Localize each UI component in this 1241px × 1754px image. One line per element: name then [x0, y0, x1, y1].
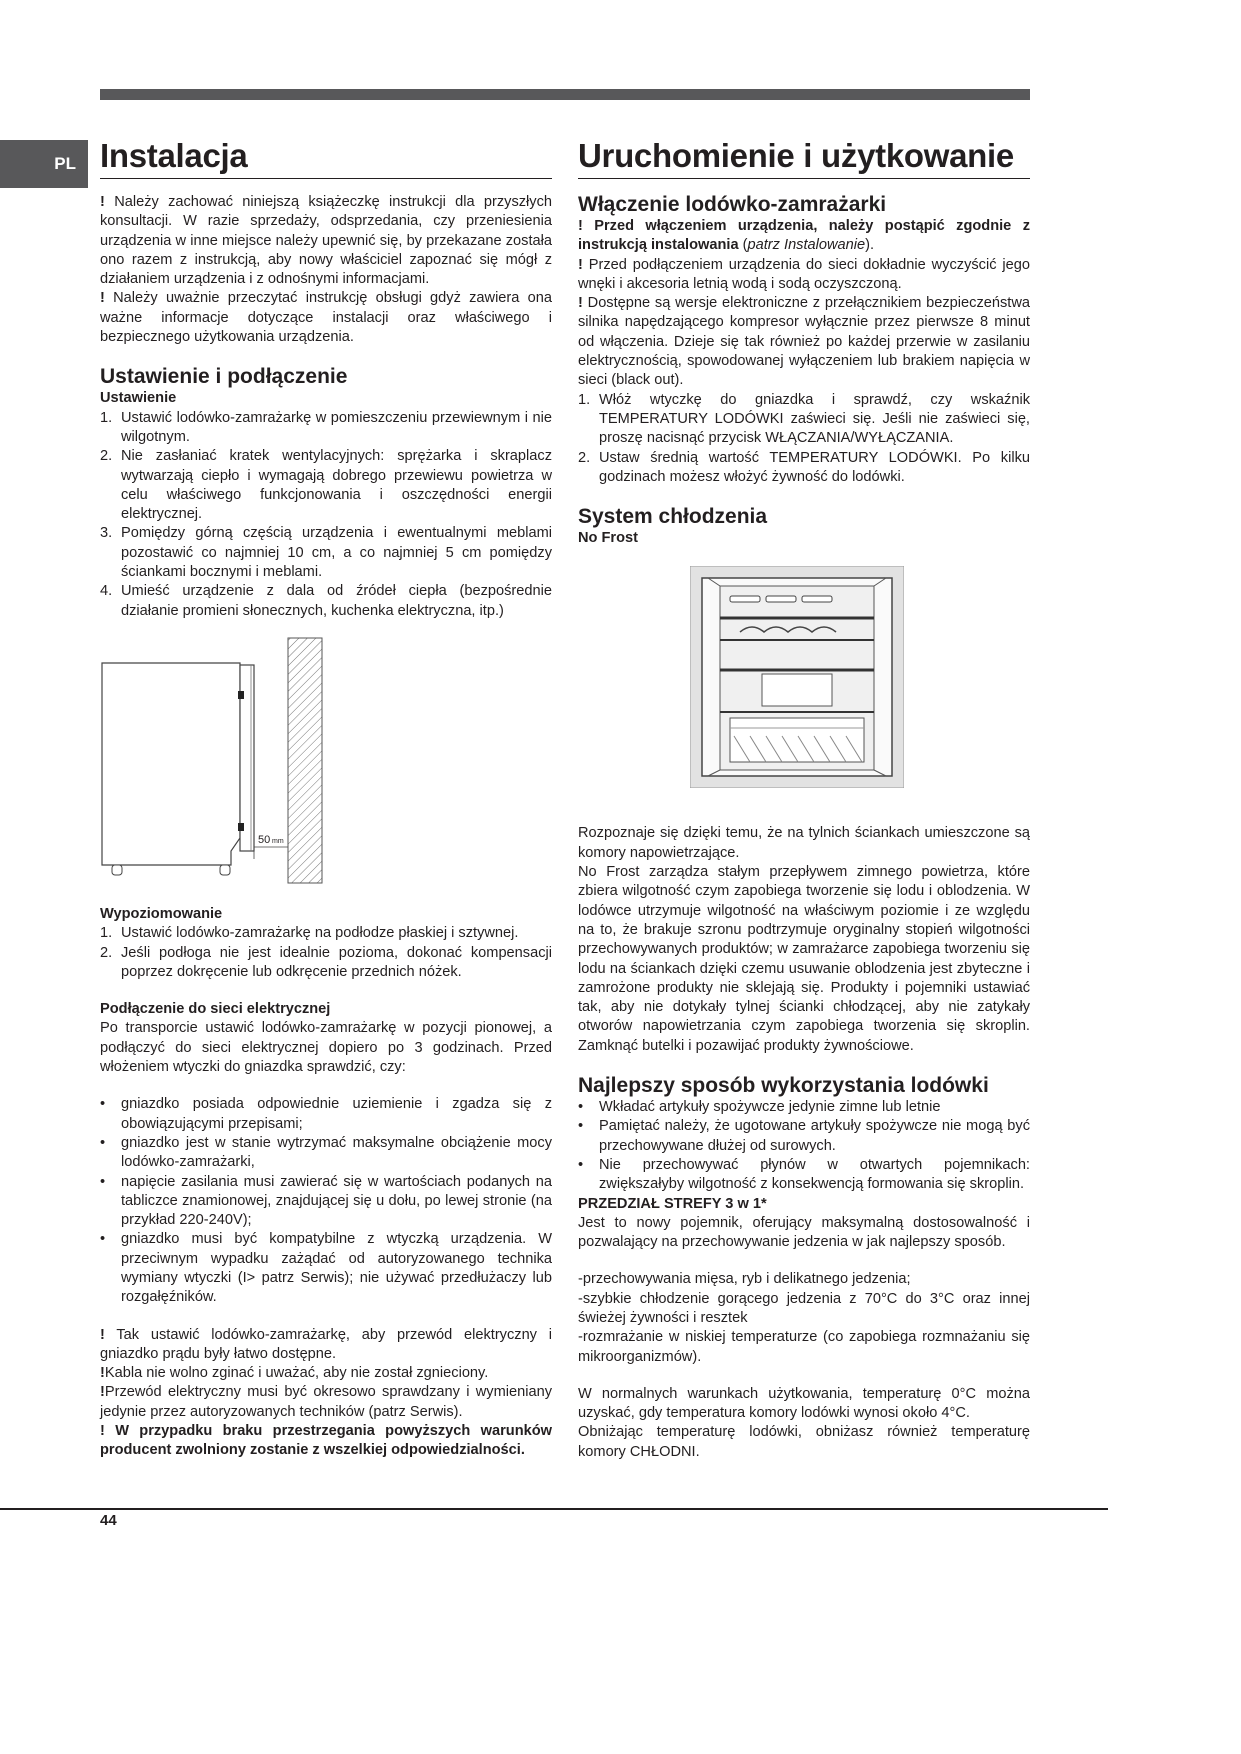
placement-subtitle: Ustawienie — [100, 390, 177, 407]
list-item: • napięcie zasilania musi zawierać się w wartościach podanych na tabliczce znamionowej, znajdującej się u dołu, po lewej stronie (na przykład 220-240V); — [100, 1173, 552, 1229]
list-item: 1. Ustawić lodówko-zamrażarkę na podłodze płaskiej i sztywnej. — [100, 925, 519, 942]
list-item: • Pamiętać należy, że ugotowane artykuły spożywcze nie mogą być przechowywane dłużej od surowych. — [578, 1118, 1030, 1154]
nofrost-paragraph-1: Rozpoznaje się dzięki temu, że na tylnich ściankach umieszczone są komory napowietrzające. — [578, 825, 1030, 861]
best-use-section-title: Najlepszy sposób wykorzystania lodówki — [578, 1074, 989, 1098]
nofrost-paragraph-2: No Frost zarządza stałym przepływem zimnego powietrza, które zbiera wilgotność czym zapobiega tworzenie się lodu i oblodzenia. W lodówce utrzymuje wilgotność na właściwym poziomie i ze względu na to, że brakuje szronu podtrzymuje oryginalny stopień wilgotności przechowywanych produktów; w zamrażarce zapobiega tworzeniu się lodu na ściankach dzięki czemu usuwanie oblodzenia jest zbyteczne i zamrożone produkty nie sklejają się. Produkty i pojemniki ustawiać tak, aby nie dotykały tylnej ścianki chłodzącej, aby nie zatykały otworów napowietrzania czym zapobiega tworzenia się skroplin. Zamknąć butelki i pozawijać produkty żywnościowe. — [578, 864, 1030, 1054]
list-item: • gniazdko musi być kompatybilne z wtyczką urządzenia. W przeciwnym wypadku zażądać od autoryzowanego technika wymiany wtyczki (I> patrz Serwis); nie używać przedłużaczy lub rozgałęźników. — [100, 1231, 552, 1306]
fridge-interior-photo — [690, 566, 904, 788]
zone-line-3: -rozmrażanie w niskiej temperaturze (co zapobiega rozmnażaniu się mikroorganizmów). — [578, 1329, 1030, 1365]
zone-line-2: -szybkie chłodzenie gorącego jedzenia z 70°C do 3°C oraz innej świeżej żywności i resztek — [578, 1290, 1030, 1326]
warning-4: ! W przypadku braku przestrzegania powyższych warunków producent zwolniony zostanie z wszelkiej odpowiedzialności. — [100, 1423, 552, 1459]
startup-section-title: Włączenie lodówko-zamrażarki — [578, 193, 887, 216]
socket-checklist — [100, 1095, 552, 1307]
intro-paragraph-2: ! Należy uważnie przeczytać instrukcję obsługi gdyż zawiera ona ważne informacje dotyczące instalacji oraz właściwego i bezpiecznego użytkowania urządzenia. — [100, 290, 552, 346]
wall-hatch — [288, 638, 322, 883]
list-item: • gniazdko jest w stanie wytrzymać maksymalne obciążenie mocy lodówko-zamrażarki, — [100, 1134, 552, 1171]
zone-line-1: -przechowywania mięsa, ryb i delikatnego jedzenia; — [578, 1271, 911, 1288]
best-use-list — [578, 1098, 1030, 1194]
clearance-diagram — [100, 633, 330, 891]
zone-paragraph-3: Obniżając temperaturę lodówki, obniżasz również temperaturę komory CHŁODNI. — [578, 1424, 1030, 1460]
list-item: 2. Ustaw średnią wartość TEMPERATURY LODÓWKI. Po kilku godzinach możesz włożyć żywność do lodówki. — [578, 449, 1030, 485]
startup-paragraph-3: ! Dostępne są wersje elektroniczne z przełącznikiem bezpieczeństwa silnika napędzającego kompresor wyłącznie przez pierwsze 8 minut od włączenia. Dzieje się tak również po każdej przerwie w zasilaniu elektrycznością, spowodowanej wyłączeniem lub brakiem napięcia w sieci (black out). — [578, 295, 1030, 389]
list-item: 1. Ustawić lodówko-zamrażarkę w pomieszczeniu przewiewnym i nie wilgotnym. — [100, 409, 552, 445]
list-item: • gniazdko posiada odpowiednie uziemienie i zgadza się z obowiązującymi przepisami; — [100, 1096, 552, 1132]
zone-title: PRZEDZIAŁ STREFY 3 w 1* — [578, 1195, 767, 1212]
foot-left — [112, 865, 122, 875]
intro-paragraph-1: ! Należy zachować niniejszą książeczkę instrukcji dla przyszłych konsultacji. W razie sprzedaży, odsprzedania, czy przeniesienia urządzenia w inne miejsce należy upewnić się, by przekazane została ono razem z instrukcją, aby nowy właściciel zapoznać się mógł z działaniem urządzenia i z odnośnymi informacjami. — [100, 194, 552, 288]
operation-column — [578, 136, 1030, 1462]
list-item: • Wkładać artykuły spożywcze jedynie zimne lub letnie — [578, 1099, 941, 1116]
placement-section-title: Ustawienie i podłączenie — [100, 365, 348, 389]
leveling-title: Wypoziomowanie — [100, 905, 223, 922]
list-item: 2. Nie zasłaniać kratek wentylacyjnych: sprężarka i skraplacz wytwarzają ciepło i wymagają dobrego przewiewu powietrza w celu właściwego funkcjonowania i oszczędności energii elektrycznej. — [100, 448, 552, 523]
list-item: 1. Włóż wtyczkę do gniazdka i sprawdź, czy wskaźnik TEMPERATURY LODÓWKI zaświeci się. Jeśli nie zaświeci się, proszę nacisnąć przycisk WŁĄCZANIA/WYŁĄCZANIA. — [578, 391, 1030, 447]
language-tab: PL — [0, 140, 88, 188]
cooling-subtitle: No Frost — [578, 530, 638, 547]
list-item: • Nie przechowywać płynów w otwartych pojemnikach: zwiększałyby wilgotność z konsekwencją formowania się skroplin. — [578, 1156, 1030, 1193]
header-rule — [100, 89, 1030, 100]
leveling-list — [100, 924, 552, 982]
warning-2: !Kabla nie wolno zginać i uważać, aby nie został zgnieciony. — [100, 1365, 489, 1382]
clearance-unit: mm — [272, 837, 284, 845]
warning-1: ! Tak ustawić lodówko-zamrażarkę, aby przewód elektryczny i gniazdko prądu były łatwo dostępne. — [100, 1326, 552, 1362]
warning-3: !Przewód elektryczny musi być okresowo sprawdzany i wymieniany jedynie przez autoryzowanych techników (patrz Serwis). — [100, 1384, 552, 1420]
zone-paragraph-2: W normalnych warunkach użytkowania, temperaturę 0°C można uzyskać, gdy temperatura komory lodówki wynosi około 4°C. — [578, 1385, 1030, 1422]
foot-right — [220, 865, 230, 875]
list-item: 4. Umieść urządzenie z dala od źródeł ciepła (bezpośrednie działanie promieni słonecznych, kuchenka elektryczna, itp.) — [100, 583, 552, 619]
fridge-outline — [102, 663, 240, 865]
zone-paragraph-1: Jest to nowy pojemnik, oferujący maksymalną dostosowalność i pozwalający na przechowywanie jedzenia w jak najlepszy sposób. — [578, 1214, 1030, 1251]
footer-rule — [0, 1508, 1108, 1510]
operation-title: Uruchomienie i użytkowanie — [578, 136, 1030, 179]
installation-title: Instalacja — [100, 136, 552, 179]
electric-paragraph: Po transporcie ustawić lodówko-zamrażarkę w pozycji pionowej, a podłączyć do sieci elektrycznej dopiero po 3 godzinach. Przed włożeniem wtyczki do gniazdka sprawdzić, czy: — [100, 1020, 552, 1076]
list-item: 3. Pomiędzy górną częścią urządzenia i ewentualnymi meblami pozostawić co najmniej 10 cm, a co najmniej 5 cm pomiędzy ściankami bocznymi i meblami. — [100, 525, 552, 581]
installation-column — [100, 136, 552, 1461]
cooling-section-title: System chłodzenia — [578, 505, 768, 529]
clearance-label: 50 — [258, 833, 271, 846]
electric-title: Podłączenie do sieci elektrycznej — [100, 1001, 331, 1018]
placement-list — [100, 409, 552, 621]
page-number: 44 — [100, 1512, 117, 1529]
startup-paragraph-2: ! Przed podłączeniem urządzenia do sieci dokładnie wyczyścić jego wnęki i akcesoria letnią wodą i sodą oczyszczoną. — [578, 256, 1030, 292]
startup-steps — [578, 391, 1030, 487]
startup-paragraph-1: ! Przed włączeniem urządzenia, należy postąpić zgodnie z instrukcją instalowania (patrz Instalowanie). — [578, 218, 1030, 254]
list-item: 2. Jeśli podłoga nie jest idealnie pozioma, dokonać kompensacji poprzez dokręcenie lub odkręcenie przednich nóżek. — [100, 944, 552, 980]
